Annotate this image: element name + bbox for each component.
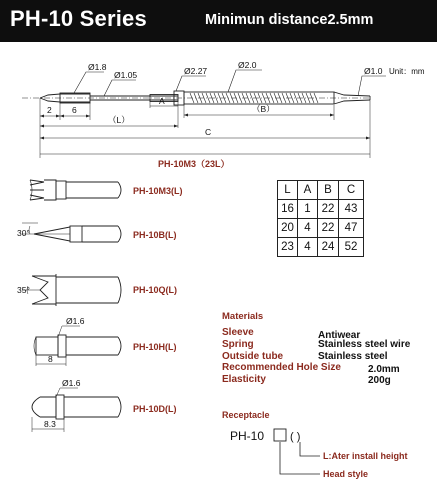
material-label: Elasticity [222, 374, 266, 385]
table-cell: 4 [298, 238, 318, 257]
technical-drawing [0, 42, 437, 494]
table-row [278, 238, 364, 257]
receptacle-diagram [222, 410, 408, 479]
dim-c: C [205, 127, 212, 137]
unit-label: Unit：mm [389, 67, 425, 76]
head-style-box [274, 429, 286, 441]
material-label: Spring [222, 339, 254, 350]
material-label: Recommended Hole Size [222, 362, 341, 373]
table-cell: 47 [339, 219, 364, 238]
table-cell: 4 [298, 219, 318, 238]
tip-b-angle: 30° [17, 228, 30, 238]
tip-d-dia: Ø1.6 [62, 378, 81, 388]
dim-d227: Ø2.27 [184, 66, 208, 76]
tip-label-b: PH-10B(L) [133, 230, 177, 240]
table-row [278, 200, 364, 219]
tip-h-dia: Ø1.6 [66, 316, 85, 326]
series-title: PH-10 Series [10, 6, 147, 31]
dim-d18: Ø1.8 [88, 62, 107, 72]
dim-six: 6 [72, 105, 77, 115]
dim-two: 2 [47, 105, 52, 115]
head-style-label: Head style [323, 469, 369, 479]
dim-b: （B） [252, 104, 275, 114]
tip-styles [22, 180, 121, 432]
tip-b-drawing [22, 223, 121, 242]
table-cell: 16 [278, 200, 298, 219]
tip-d-len: 8.3 [44, 419, 56, 429]
dim-d20: Ø2.0 [238, 60, 257, 70]
tip-q-drawing [22, 274, 121, 306]
main-caption: PH-10M3（23L） [158, 159, 230, 169]
table-cell: 22 [318, 219, 339, 238]
install-height-label: L:Ater install height [323, 451, 408, 461]
table-cell: 24 [318, 238, 339, 257]
dim-a: A [159, 96, 165, 106]
material-value: Antiwear [318, 330, 361, 341]
table-row [278, 219, 364, 238]
material-value: 200g [368, 375, 391, 386]
tip-m3-drawing [30, 180, 121, 200]
material-label: Sleeve [222, 327, 254, 338]
dim-d10: Ø1.0 [364, 66, 383, 76]
tip-label-h: PH-10H(L) [133, 342, 177, 352]
table-header-cell: B [318, 181, 339, 200]
table-header-cell: A [298, 181, 318, 200]
min-distance-title: Minimun distance2.5mm [205, 12, 374, 28]
tip-label-m3: PH-10M3(L) [133, 186, 183, 196]
table-header-row [278, 181, 364, 200]
material-value: Stainless steel [318, 351, 388, 362]
table-cell: 43 [339, 200, 364, 219]
table-cell: 23 [278, 238, 298, 257]
receptacle-model: PH-10 [230, 429, 265, 443]
size-table [277, 180, 364, 257]
dim-l: （L） [108, 115, 130, 125]
table-cell: 1 [298, 200, 318, 219]
header-banner [0, 0, 437, 42]
tip-q-angle: 35° [17, 285, 30, 295]
dim-d105: Ø1.05 [114, 70, 138, 80]
table-cell: 20 [278, 219, 298, 238]
tip-h-len: 8 [48, 354, 53, 364]
tip-label-d: PH-10D(L) [133, 404, 177, 414]
table-header-cell: L [278, 181, 298, 200]
material-value: Stainless steel wire [318, 339, 411, 350]
table-cell: 52 [339, 238, 364, 257]
receptacle-paren: ( ) [290, 431, 301, 443]
table-header-cell: C [339, 181, 364, 200]
table-cell: 22 [318, 200, 339, 219]
material-value: 2.0mm [368, 364, 400, 375]
material-label: Outside tube [222, 351, 284, 362]
receptacle-title: Receptacle [222, 410, 270, 420]
tip-label-q: PH-10Q(L) [133, 285, 178, 295]
materials-title: Materials [222, 311, 264, 322]
